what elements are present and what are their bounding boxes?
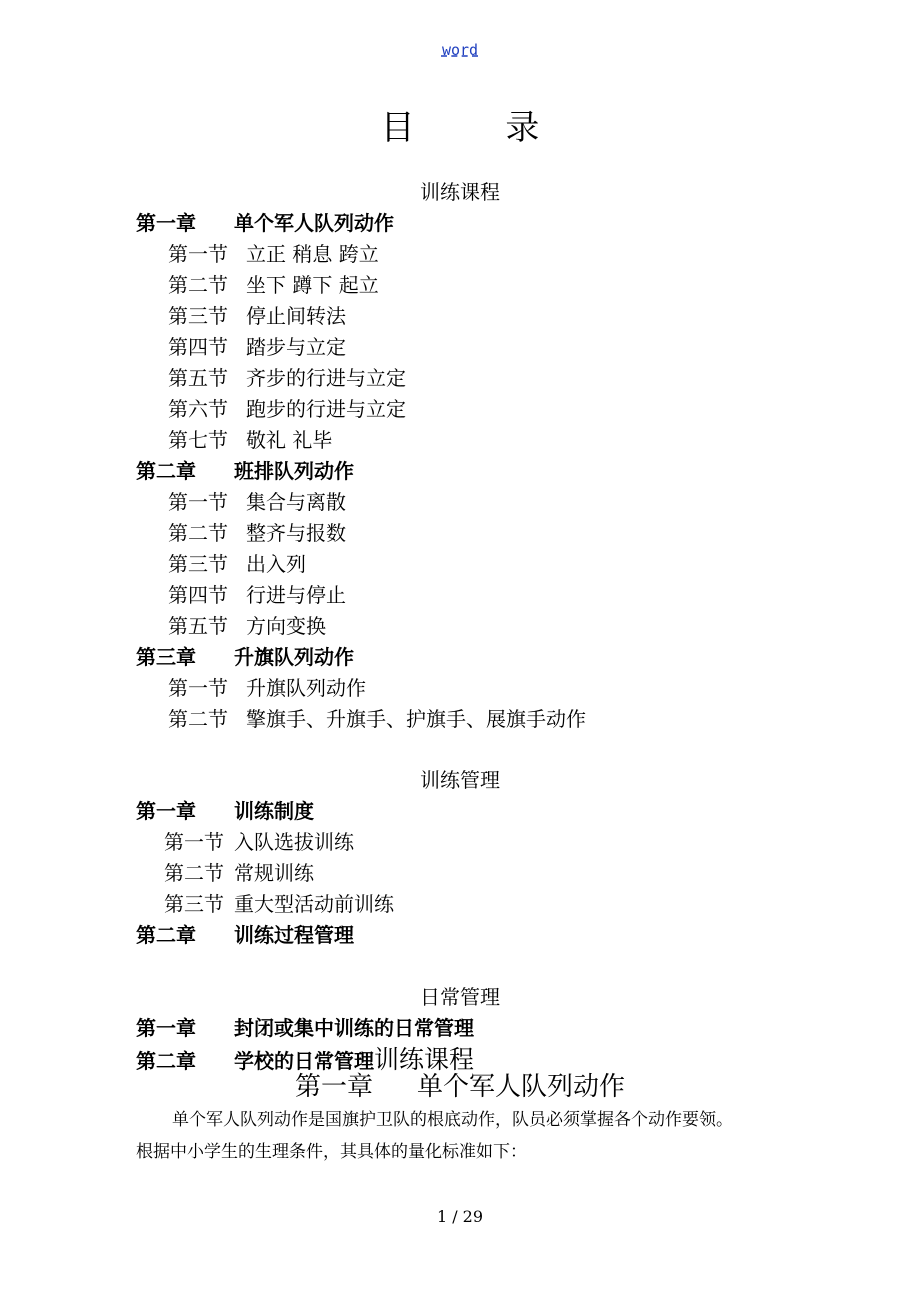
toc-item[interactable]: 第三节 出入列	[168, 552, 306, 576]
toc-item[interactable]: 第六节 跑步的行进与立定	[168, 397, 406, 421]
page-number: 1 / 29	[436, 1207, 484, 1226]
toc-item[interactable]: 第二节 常规训练	[164, 861, 314, 885]
toc-item[interactable]: 第三节 重大型活动前训练	[164, 892, 394, 916]
toc-chapter[interactable]: 第一章 封闭或集中训练的日常管理	[136, 1016, 474, 1040]
toc-title: 目 录	[380, 108, 580, 148]
section-heading-daily-management: 日常管理	[420, 985, 500, 1009]
body-paragraph	[136, 1104, 786, 1168]
section-heading-training-course: 训练课程	[420, 180, 500, 204]
toc-item[interactable]: 第二节 坐下 蹲下 起立	[168, 273, 379, 297]
inline-heading: 训练课程	[374, 1045, 475, 1074]
toc-item[interactable]: 第一节 立正 稍息 跨立	[168, 242, 379, 266]
toc-item[interactable]: 第二节 擎旗手、升旗手、护旗手、展旗手动作	[168, 707, 586, 731]
toc-item[interactable]: 第七节 敬礼 礼毕	[168, 428, 333, 452]
toc-item[interactable]: 第一节 集合与离散	[168, 490, 346, 514]
toc-item[interactable]: 第一节 入队选拔训练	[164, 830, 354, 854]
toc-chapter[interactable]: 第二章 训练过程管理	[136, 923, 354, 947]
toc-chapter[interactable]: 第三章 升旗队列动作	[136, 645, 354, 669]
paragraph-line: 单个军人队列动作是国旗护卫队的根底动作，队员必须掌握各个动作要领。	[172, 1110, 733, 1130]
toc-item[interactable]: 第五节 方向变换	[168, 614, 326, 638]
toc-chapter[interactable]: 第二章 学校的日常管理训练课程	[136, 1045, 475, 1074]
section-heading-training-management: 训练管理	[420, 768, 500, 792]
paragraph-line: 根据中小学生的生理条件，其具体的量化标准如下：	[136, 1142, 527, 1162]
toc-item[interactable]: 第二节 整齐与报数	[168, 521, 346, 545]
chapter-heading: 第一章 单个军人队列动作	[294, 1072, 626, 1102]
toc-chapter[interactable]: 第二章 班排队列动作	[136, 459, 354, 483]
header-word-link[interactable]: word	[441, 41, 479, 59]
toc-item[interactable]: 第四节 行进与停止	[168, 583, 346, 607]
toc-item[interactable]: 第四节 踏步与立定	[168, 335, 346, 359]
toc-item[interactable]: 第五节 齐步的行进与立定	[168, 366, 406, 390]
toc-item[interactable]: 第一节 升旗队列动作	[168, 676, 366, 700]
toc-chapter[interactable]: 第一章 训练制度	[136, 799, 314, 823]
toc-item[interactable]: 第三节 停止间转法	[168, 304, 346, 328]
toc-chapter[interactable]: 第一章 单个军人队列动作	[136, 211, 394, 235]
